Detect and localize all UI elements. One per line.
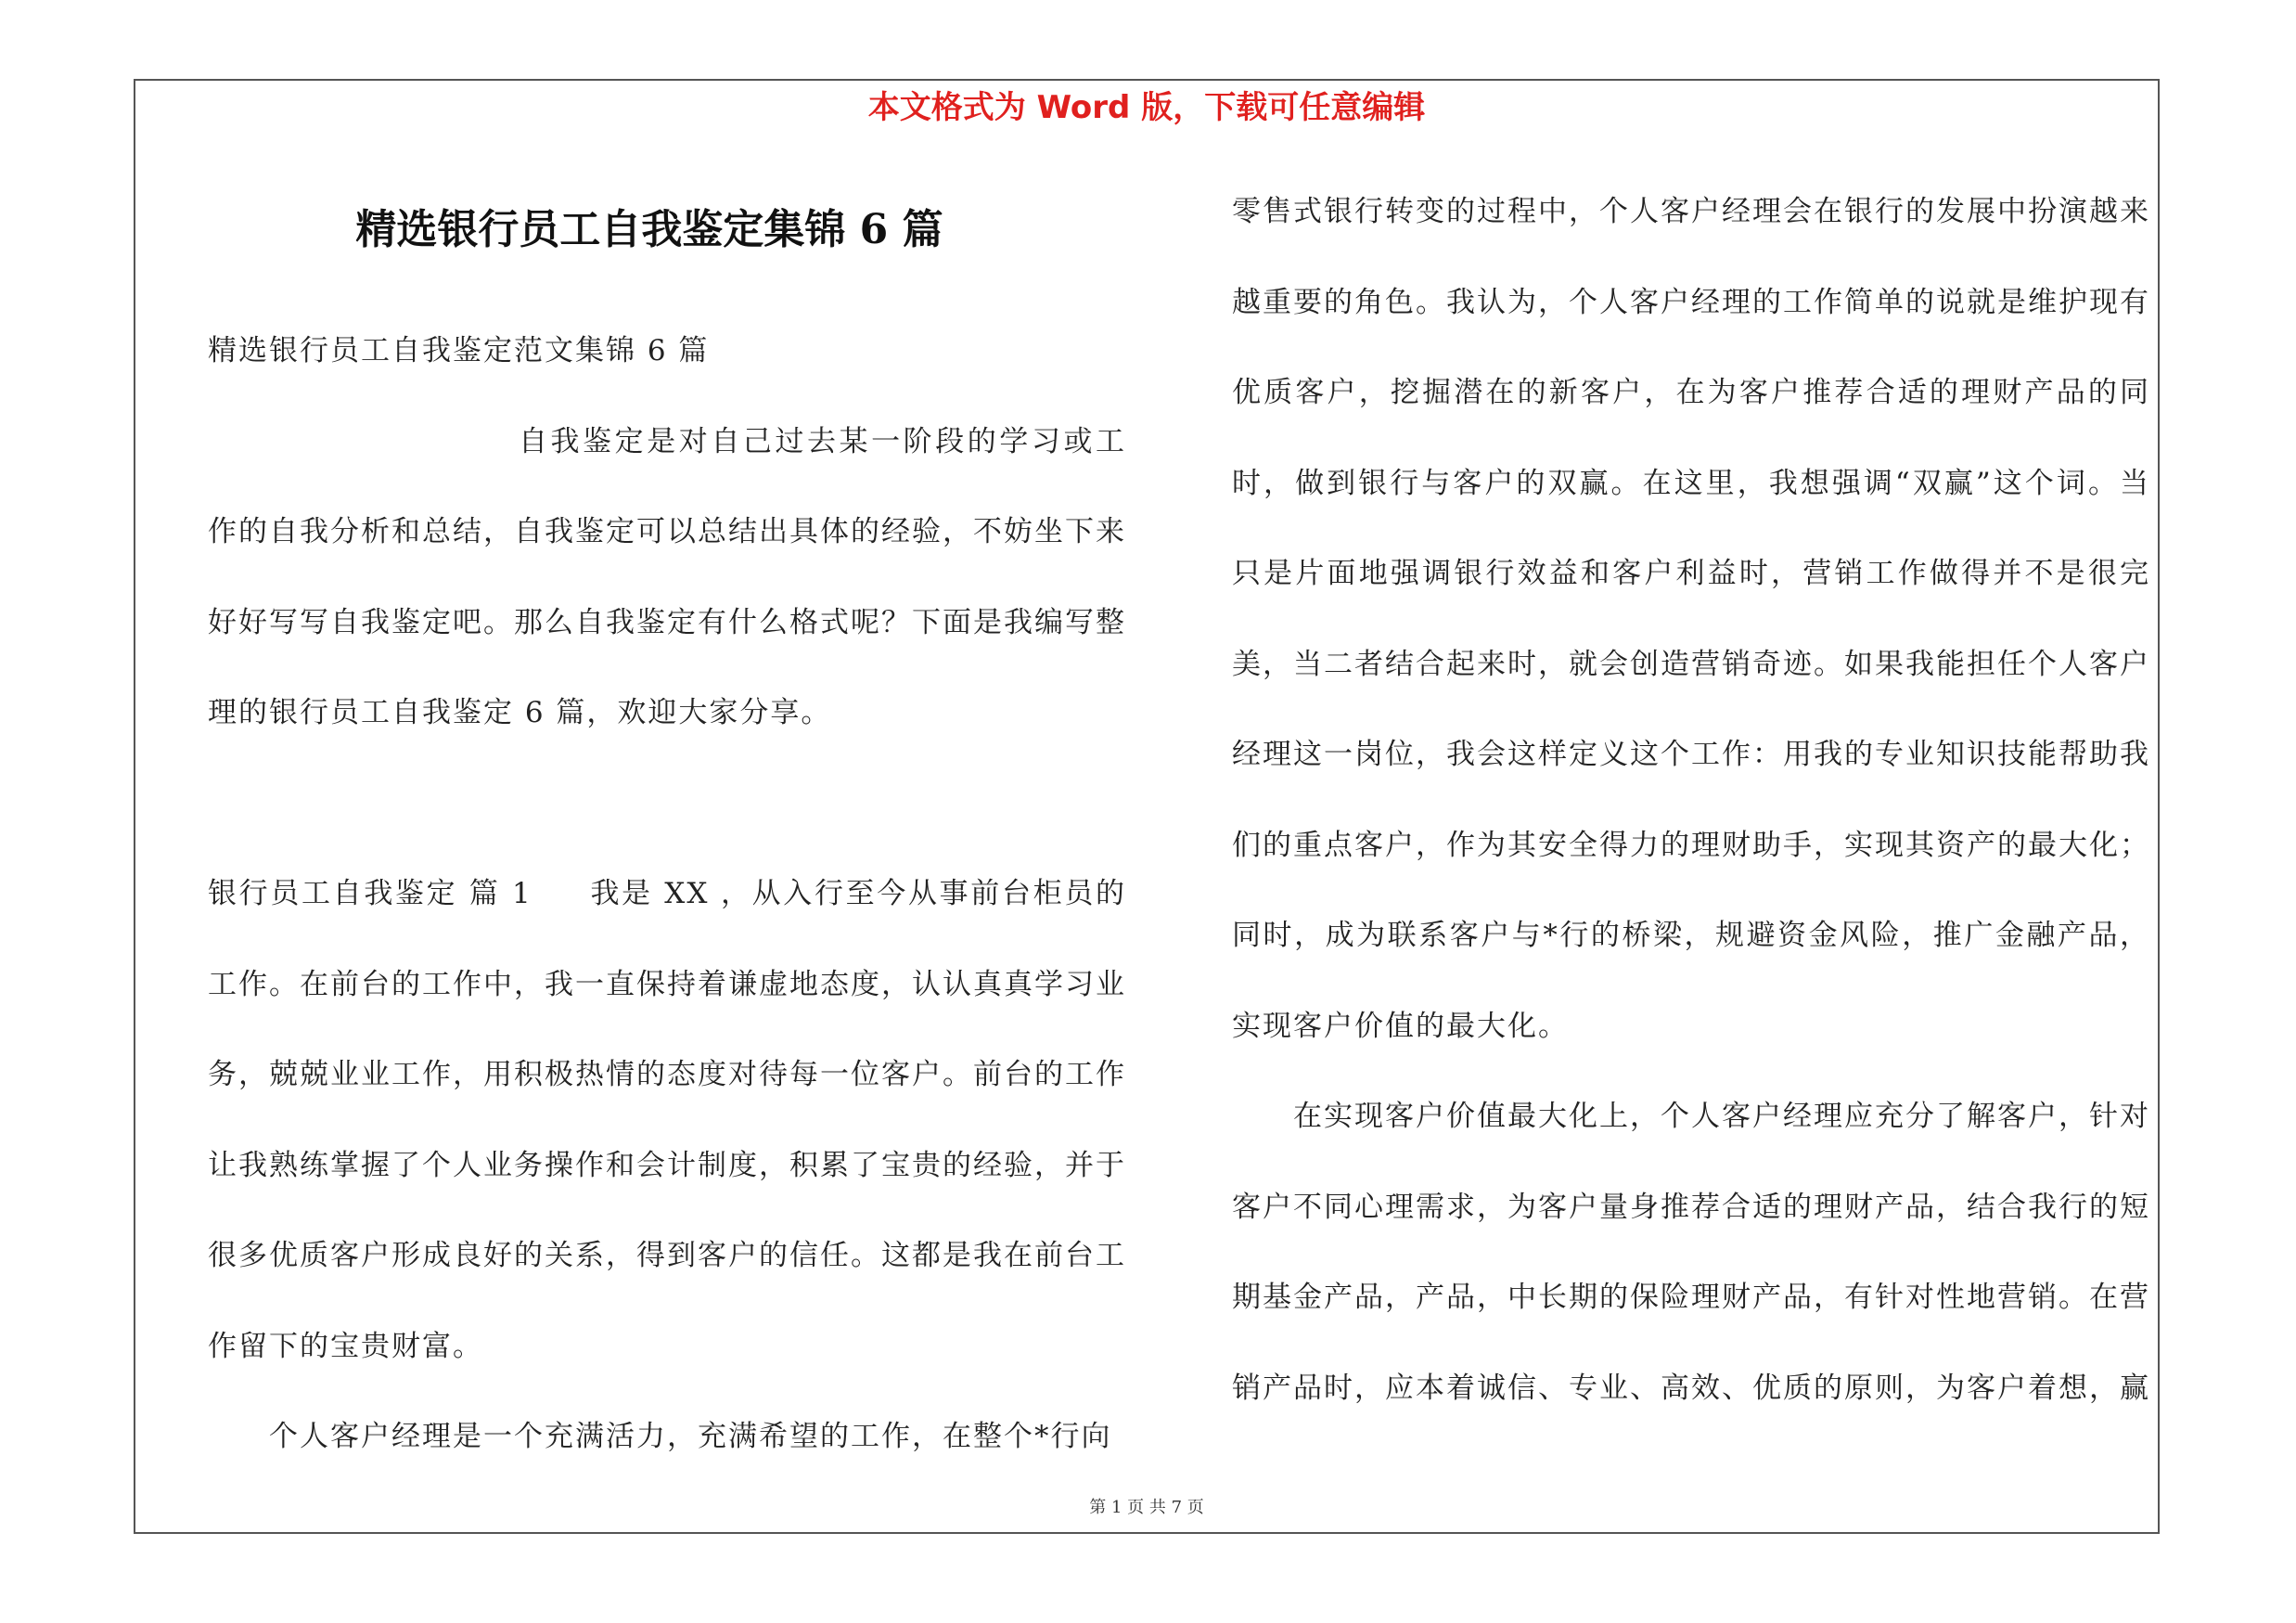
format-notice-banner: 本文格式为 Word 版，下载可任意编辑 [867, 89, 1426, 126]
document-title: 精选银行员工自我鉴定集锦 6 篇 [355, 206, 943, 253]
document-subtitle: 精选银行员工自我鉴定范文集锦 6 篇 [208, 334, 710, 367]
section-1-heading: 银行员工自我鉴定 篇 1 [208, 877, 532, 910]
page-number-footer: 第 1 页 共 7 页 [1089, 1498, 1204, 1517]
left-text-column [208, 306, 1126, 1483]
section-1-paragraph-2: 个人客户经理是一个充满活力，充满希望的工作，在整个*行向 [269, 1420, 1112, 1453]
section-1-paragraph [208, 849, 1126, 1392]
intro-paragraph: 自我鉴定是对自己过去某一阶段的学习或工作的自我分析和总结，自我鉴定可以总结出具体的经验，不妨坐下来好好写写自我鉴定吧。那么自我鉴定有什么格式呢？下面是我编写整理的银行员工自我鉴定 6 篇，欢迎大家分享。 [208, 424, 1126, 729]
right-paragraph-1: 零售式银行转变的过程中，个人客户经理会在银行的发展中扮演越来越重要的角色。我认为，个人客户经理的工作简单的说就是维护现有优质客户，挖掘潜在的新客户，在为客户推荐合适的理财产品的同时，做到银行与客户的双赢。在这里，我想强调“双赢”这个词。当只是片面地强调银行效益和客户利益时，营销工作做得并不是很完美，当二者结合起来时，就会创造营销奇迹。如果我能担任个人客户经理这一岗位，我会这样定义这个工作：用我的专业知识技能帮助我们的重点客户，作为其安全得力的理财助手，实现其资产的最大化；同时，成为联系客户与*行的桥梁，规避资金风险，推广金融产品，实现客户价值的最大化。 [1232, 195, 2150, 1043]
section-1-body: 我是 XX ，从入行至今从事前台柜员的工作。在前台的工作中，我一直保持着谦虚地态度，认认真真学习业务，兢兢业业工作，用积极热情的态度对待每一位客户。前台的工作让我熟练掌握了个人业务操作和会计制度，积累了宝贵的经验，并于很多优质客户形成良好的关系，得到客户的信任。这都是我在前台工作留下的宝贵财富。 [208, 877, 1126, 1363]
right-text-column [1232, 167, 2150, 1434]
paragraph-spacer [208, 759, 1126, 850]
right-paragraph-2: 在实现客户价值最大化上，个人客户经理应充分了解客户，针对客户不同心理需求，为客户量身推荐合适的理财产品，结合我行的短期基金产品，产品，中长期的保险理财产品，有针对性地营销。在营销产品时，应本着诚信、专业、高效、优质的原则，为客户着想，赢 [1232, 1100, 2150, 1405]
